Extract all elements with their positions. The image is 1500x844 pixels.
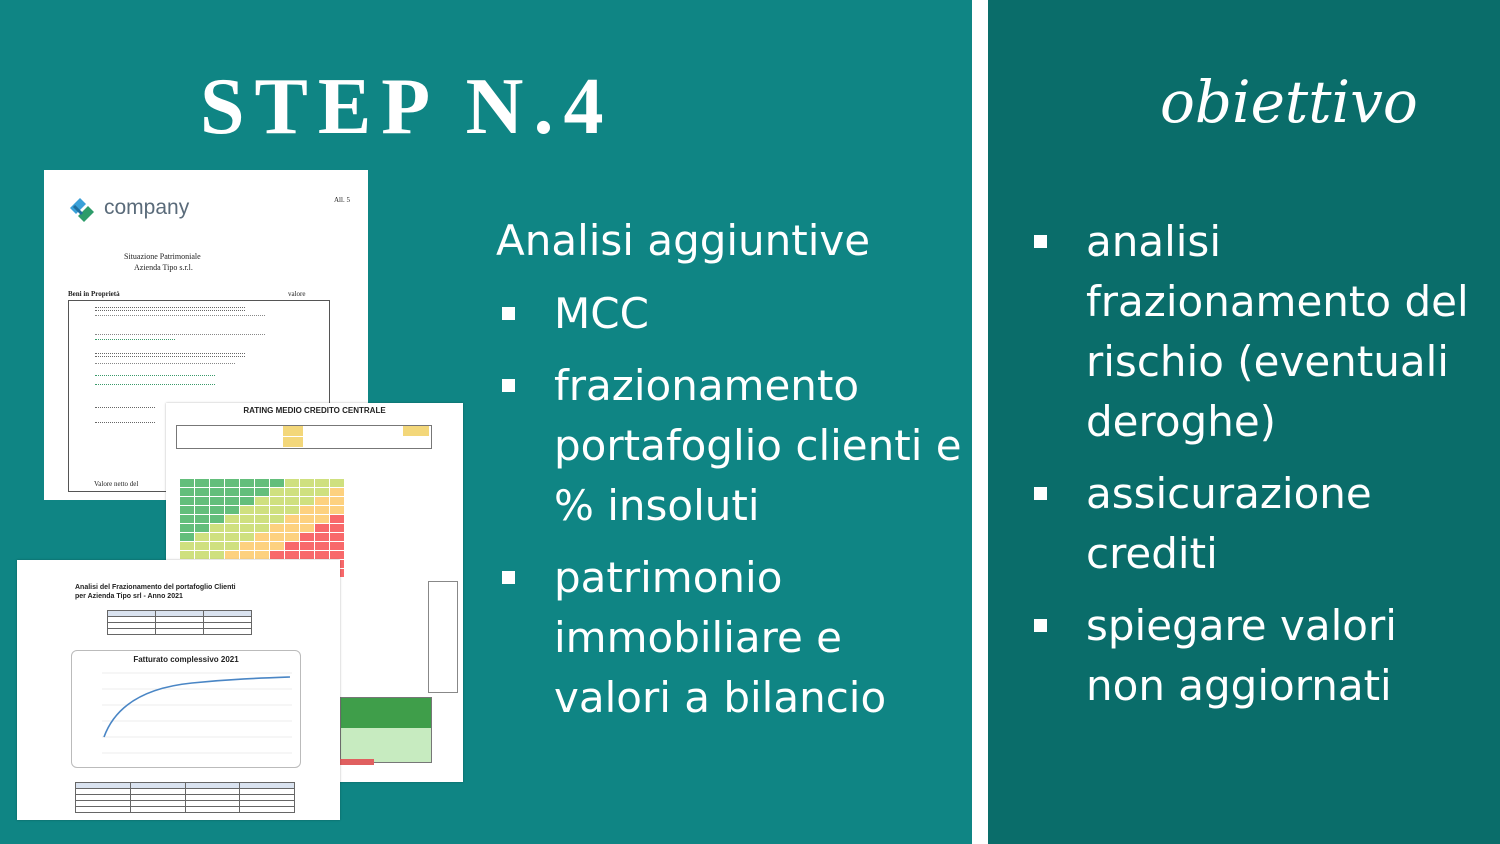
doc-page-ref: All. 5 xyxy=(334,196,350,204)
doc1-title: Situazione Patrimoniale xyxy=(124,252,201,261)
doc1-value-label: valore xyxy=(288,290,306,298)
heatmap-cell xyxy=(195,524,209,532)
heatmap-cell xyxy=(255,506,269,514)
heatmap-cell xyxy=(195,497,209,505)
objective-list xyxy=(1030,212,1480,728)
heatmap-cell xyxy=(300,479,314,487)
heatmap-cell xyxy=(330,524,344,532)
heatmap-cell xyxy=(225,488,239,496)
heatmap-cell xyxy=(315,524,329,532)
objective-item-label: assicurazione crediti xyxy=(1086,469,1372,578)
bullet-square-icon xyxy=(502,307,515,320)
heatmap-cell xyxy=(195,488,209,496)
heatmap-cell xyxy=(240,533,254,541)
heatmap-cell xyxy=(210,497,224,505)
heatmap-cell xyxy=(315,497,329,505)
doc1-section: Beni in Proprietà xyxy=(68,290,120,298)
heatmap-cell xyxy=(330,515,344,523)
heatmap-cell xyxy=(180,533,194,541)
chart-title: Fatturato complessivo 2021 xyxy=(133,655,239,664)
heatmap-cell xyxy=(270,497,284,505)
heatmap-cell xyxy=(330,506,344,514)
heatmap-cell xyxy=(195,515,209,523)
heatmap-cell xyxy=(285,524,299,532)
heatmap-cell xyxy=(210,488,224,496)
heatmap-cell xyxy=(270,506,284,514)
objective-item xyxy=(1030,212,1480,452)
heatmap-cell xyxy=(300,524,314,532)
objective-item xyxy=(1030,464,1480,584)
heatmap-cell xyxy=(225,479,239,487)
heatmap-cell xyxy=(300,551,314,559)
heatmap-cell xyxy=(210,542,224,550)
heatmap-cell xyxy=(255,524,269,532)
heatmap-cell xyxy=(225,533,239,541)
heatmap-cell xyxy=(225,497,239,505)
heatmap-cell xyxy=(225,515,239,523)
heatmap-cell xyxy=(330,533,344,541)
heatmap-cell xyxy=(270,524,284,532)
objective-title: obiettivo xyxy=(1160,68,1418,136)
heatmap-cell xyxy=(300,542,314,550)
heatmap-cell xyxy=(225,542,239,550)
heatmap-cell xyxy=(240,479,254,487)
revenue-chart-plot xyxy=(72,651,300,767)
doc3-title: Analisi del Frazionamento del portafoglio Clienti xyxy=(75,584,236,591)
heatmap-cell xyxy=(270,542,284,550)
objective-item-label: spiegare valori non aggiornati xyxy=(1086,601,1397,710)
heatmap-cell xyxy=(270,479,284,487)
objective-item xyxy=(1030,596,1480,716)
bullet-square-icon xyxy=(502,571,515,584)
bullet-square-icon xyxy=(1034,619,1047,632)
heatmap-cell xyxy=(315,488,329,496)
heatmap-cell xyxy=(330,479,344,487)
heatmap-cell xyxy=(195,551,209,559)
rating-notes-box xyxy=(428,581,458,693)
heatmap-cell xyxy=(210,479,224,487)
bullet-square-icon xyxy=(1034,487,1047,500)
company-logo-icon xyxy=(66,194,98,222)
heatmap-cell xyxy=(300,506,314,514)
heatmap-cell xyxy=(315,533,329,541)
heatmap-cell xyxy=(180,506,194,514)
heatmap-cell xyxy=(330,542,344,550)
heatmap-cell xyxy=(180,479,194,487)
heatmap-cell xyxy=(315,506,329,514)
heatmap-cell xyxy=(210,506,224,514)
heatmap-cell xyxy=(240,524,254,532)
heatmap-cell xyxy=(315,551,329,559)
heatmap-cell xyxy=(210,551,224,559)
heatmap-cell xyxy=(255,515,269,523)
analysis-item-label: frazionamento portafoglio clienti e % insoluti xyxy=(554,361,962,530)
heatmap-cell xyxy=(285,542,299,550)
heatmap-cell xyxy=(180,524,194,532)
heatmap-cell xyxy=(255,497,269,505)
heatmap-cell xyxy=(240,506,254,514)
heatmap-cell xyxy=(195,506,209,514)
heatmap-cell xyxy=(285,515,299,523)
heatmap-cell xyxy=(180,488,194,496)
heatmap-cell xyxy=(195,542,209,550)
analysis-list xyxy=(498,284,968,740)
heatmap-cell xyxy=(225,524,239,532)
heatmap-cell xyxy=(255,533,269,541)
heatmap-cell xyxy=(255,542,269,550)
heatmap-cell xyxy=(285,479,299,487)
heatmap-cell xyxy=(315,479,329,487)
heatmap-cell xyxy=(315,515,329,523)
heatmap-cell xyxy=(300,533,314,541)
rating-result-box xyxy=(340,697,432,763)
analysis-item-label: MCC xyxy=(554,289,649,338)
heatmap-cell xyxy=(285,551,299,559)
doc3-subtitle: per Azienda Tipo srl - Anno 2021 xyxy=(75,593,183,600)
doc1-subtitle: Azienda Tipo s.r.l. xyxy=(134,263,193,272)
heatmap-cell xyxy=(240,497,254,505)
revenue-chart xyxy=(71,650,301,768)
portfolio-analysis-document xyxy=(17,560,340,820)
panel-divider xyxy=(972,0,988,844)
doc1-footer: Valore netto del xyxy=(94,480,139,488)
heatmap-cell xyxy=(285,488,299,496)
heatmap-cell xyxy=(225,551,239,559)
heatmap-cell xyxy=(270,488,284,496)
heatmap-cell xyxy=(180,515,194,523)
heatmap-cell xyxy=(195,533,209,541)
heatmap-cell xyxy=(315,542,329,550)
analysis-item-label: patrimonio immobiliare e valori a bilancio xyxy=(554,553,887,722)
section-heading: Analisi aggiuntive xyxy=(496,216,871,265)
heatmap-cell xyxy=(240,488,254,496)
clients-summary-table xyxy=(107,610,252,635)
heatmap-cell xyxy=(255,551,269,559)
heatmap-cell xyxy=(240,542,254,550)
heatmap-cell xyxy=(210,515,224,523)
heatmap-cell xyxy=(210,524,224,532)
bullet-square-icon xyxy=(1034,235,1047,248)
heatmap-cell xyxy=(225,506,239,514)
analysis-item xyxy=(498,284,968,344)
heatmap-cell xyxy=(285,533,299,541)
company-logo-text: company xyxy=(104,196,190,219)
heatmap-cell xyxy=(180,542,194,550)
heatmap-cell xyxy=(300,497,314,505)
analysis-item xyxy=(498,356,968,536)
heatmap-cell xyxy=(255,488,269,496)
heatmap-cell xyxy=(300,515,314,523)
rating-summary-box xyxy=(176,425,432,449)
slide-title: STEP N.4 xyxy=(200,63,614,151)
heatmap-cell xyxy=(180,497,194,505)
heatmap-cell xyxy=(195,479,209,487)
heatmap-cell xyxy=(270,551,284,559)
analysis-item xyxy=(498,548,968,728)
company-logo xyxy=(66,194,189,222)
clients-detail-table xyxy=(75,782,295,813)
heatmap-cell xyxy=(330,488,344,496)
heatmap-cell xyxy=(240,551,254,559)
heatmap-cell xyxy=(330,551,344,559)
heatmap-cell xyxy=(240,515,254,523)
heatmap-cell xyxy=(270,533,284,541)
heatmap-cell xyxy=(285,506,299,514)
heatmap-cell xyxy=(300,488,314,496)
heatmap-cell xyxy=(285,497,299,505)
objective-item-label: analisi frazionamento del rischio (eventuali deroghe) xyxy=(1086,217,1469,446)
heatmap-cell xyxy=(210,533,224,541)
heatmap-cell xyxy=(330,497,344,505)
heatmap-cell xyxy=(180,551,194,559)
bullet-square-icon xyxy=(502,379,515,392)
rating-title: RATING MEDIO CREDITO CENTRALE xyxy=(243,406,386,415)
heatmap-cell xyxy=(270,515,284,523)
heatmap-cell xyxy=(255,479,269,487)
